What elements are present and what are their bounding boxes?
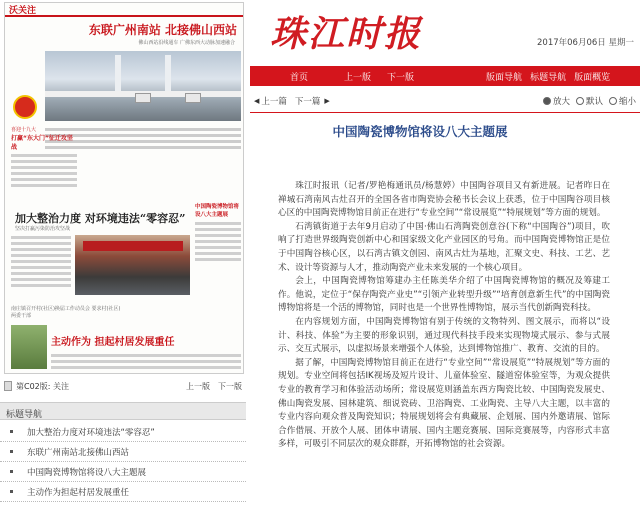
meeting-photo	[75, 235, 190, 295]
bullet-icon	[10, 430, 13, 433]
thumbnail-headline-2-sub: 坚决打赢污染防治攻坚战	[15, 226, 71, 232]
thumbnail-bottom-text	[51, 351, 241, 372]
text-line	[11, 166, 77, 169]
prev-edition-link[interactable]: 上一版	[186, 381, 210, 391]
divider	[250, 112, 640, 113]
toc-list	[0, 422, 246, 502]
article-paragraph: 据了解，中国陶瓷博物馆目前正在进行“专业空间”“常设展览”“特展规划”等方面的规划。专业空间将包括IK视场及短片设计、儿童体验室、隧道窑体验室等，为观众提供专业的教育学习和体验活动场所；常设展览则涵盖东西方陶瓷比较、中国陶瓷发展史、佛山陶瓷发展、园林建筑、细说瓷砖、卫浴陶瓷、工业陶瓷、主导八大主题，以丰富的专业内容向观众普及陶瓷知识；特展规划将会有典藏展、企划展、国内外邀请展、馆际合作借展、开放个人展、团体申请展、国内主题竞赛展、国际竞赛展等，内容形式丰富多样，可吸引不同层次的观众群群，开拓博物馆的社会资源。	[278, 357, 610, 450]
text-line	[195, 222, 241, 225]
next-article-link[interactable]: 下一篇	[294, 97, 321, 107]
text-line	[11, 266, 71, 269]
text-line	[11, 172, 77, 175]
text-line	[195, 246, 241, 249]
text-line	[51, 366, 241, 369]
text-line	[195, 234, 241, 237]
right-col-headline[interactable]: 中国陶瓷博物馆将设八大主题展	[195, 204, 240, 218]
radio-default-icon[interactable]	[576, 97, 584, 105]
weekday-text: 星期一	[608, 38, 634, 48]
bullet-icon	[10, 470, 13, 473]
nav-prev-page-link[interactable]: 上一版	[344, 72, 372, 83]
toc-title: 标题导航	[0, 402, 246, 420]
article-body	[278, 180, 610, 452]
toc-item[interactable]	[0, 462, 246, 482]
toc-item-label[interactable]: 加大整治力度对环境违法“零容忍”	[27, 427, 155, 438]
font-large-label[interactable]: 放大	[552, 97, 570, 107]
text-line	[11, 284, 71, 287]
prev-arrow-icon: ◀	[254, 97, 260, 105]
thumbnail-headline-2[interactable]: 加大整治力度 对环境违法“零容忍”	[15, 212, 186, 225]
toc-item[interactable]	[0, 442, 246, 462]
bullet-icon	[10, 450, 13, 453]
text-line	[11, 154, 77, 157]
toc-item[interactable]	[0, 422, 246, 442]
thumbnail-headline-main[interactable]: 东联广州南站 北接佛山西站	[88, 23, 237, 37]
main-navbar	[250, 66, 640, 86]
bullet-icon	[10, 490, 13, 493]
left-panel	[0, 0, 246, 509]
font-small-label[interactable]: 缩小	[618, 97, 636, 107]
article-paragraph: 珠江时报讯（记者/罗艳梅通讯员/杨慧婷）中国陶谷项目又有新进展。记者昨日在禅城石湾南风古灶召开的全国各省市陶瓷协会秘书长会议上获悉，位于中国陶谷项目核心区的中国陶瓷博物馆目前正在进行“专业空间”“常设展览”“特展规划”等方面的规划。	[278, 181, 610, 219]
thumbnail-logo: 沃关注	[9, 5, 37, 16]
masthead-logo[interactable]: 珠江时报	[270, 13, 423, 55]
text-line	[11, 248, 71, 251]
car	[135, 93, 151, 103]
party-caption: 喜迎十九大	[11, 127, 37, 133]
text-line	[195, 228, 241, 231]
text-line	[51, 354, 241, 357]
text-line	[11, 278, 71, 281]
edition-icon	[4, 381, 12, 391]
text-line	[11, 260, 71, 263]
font-default-label[interactable]: 默认	[585, 97, 603, 107]
text-line	[195, 240, 241, 243]
text-line	[45, 128, 241, 131]
car	[185, 93, 201, 103]
text-line	[11, 184, 77, 187]
radio-small-icon[interactable]	[609, 97, 617, 105]
article-title: 中国陶瓷博物馆将设八大主题展	[332, 124, 508, 139]
bridge-tower	[115, 55, 121, 95]
font-size-selector	[537, 95, 636, 107]
page-nav	[0, 378, 246, 394]
nav-title-link[interactable]: 标题导航	[530, 72, 567, 83]
text-line	[11, 272, 71, 275]
left-col-headline[interactable]: 打赢“东大门”征迁攻坚战	[11, 135, 73, 151]
text-line	[11, 160, 77, 163]
right-panel	[250, 0, 640, 509]
text-line	[11, 254, 71, 257]
next-arrow-icon: ▶	[324, 97, 330, 105]
meeting-banner	[83, 241, 183, 251]
prev-article-link[interactable]: 上一篇	[261, 97, 287, 107]
thumbnail-left-column-2	[11, 233, 71, 303]
article-paragraph: 石湾镇街道于去年9月启动了中国·佛山石湾陶瓷创意谷(下称“中国陶谷”)项目，吹响了打造世界级陶瓷创新中心和国家级文化产业园区的号角。而中国陶瓷博物馆正是位于中国陶谷核心区，以石湾古镇文创园、南风古灶为基地，汇聚文史、科技、工艺、艺术、设计等资源与人才，推动陶瓷产业未来发展的一个核心项目。	[278, 221, 610, 273]
thumbnail-headline-3[interactable]: 主动作为 担起村居发展重任	[51, 337, 175, 348]
text-line	[195, 252, 241, 255]
bridge-tower	[165, 55, 171, 95]
toc-item[interactable]	[0, 482, 246, 502]
text-line	[11, 236, 71, 239]
article-paragraph: 在内容规划方面，中国陶瓷博物馆有别于传统的文物特列、图文展示，而将以“设计、科技、体验”为主要的形象识别，通过现代科技手段来实现物境式展示、参与式展示、交互式展示，以虚拟场景来增强个人体验，达到博物馆推广、教育、交流的目的。	[278, 316, 610, 355]
nav-next-page-link[interactable]: 下一版	[387, 72, 415, 83]
thumbnail-bottom-caption	[11, 305, 121, 319]
dateline	[537, 36, 634, 48]
next-edition-link[interactable]: 下一版	[218, 381, 242, 391]
toc-item-label[interactable]: 中国陶瓷博物馆将设八大主题展	[27, 467, 147, 478]
text-line	[51, 360, 241, 363]
party-emblem-icon	[13, 95, 37, 119]
thumbnail-header	[5, 3, 243, 17]
bottom-caption: 南庄镇召开村(社区)换届工作动员会 要求村(社区)两委干部	[11, 306, 121, 319]
thumbnail-right-column	[195, 203, 241, 293]
page-thumbnail[interactable]	[4, 2, 244, 374]
nav-overview-link[interactable]: 版面概览	[574, 72, 611, 83]
edition-label: 第C02版: 关注	[16, 381, 70, 391]
radio-large-icon[interactable]	[543, 97, 551, 105]
nav-home-link[interactable]: 首页	[290, 72, 309, 83]
date-text: 2017年06月06日	[537, 38, 606, 48]
bridge-photo	[45, 51, 241, 121]
fields-photo	[11, 325, 47, 369]
article-nav	[250, 94, 640, 108]
toc-item-label[interactable]: 东联广州南站北接佛山西站	[27, 447, 130, 458]
text-line	[11, 178, 77, 181]
article-paragraph: 会上，中国陶瓷博物馆筹建办主任陈美华介绍了中国陶瓷博物馆的概况及筹建工作。他说，定位于“保存陶瓷产业史”“引领产业转型升级”“培育创意新生代”的中国陶瓷博物馆将是一个活的博物馆，同时也是一个世界性博物馆，展示当代创新陶瓷科技。	[278, 276, 610, 314]
thumbnail-headline-main-sub: 佛山西站沿线通车 广佛东西大动脉加速融合	[138, 40, 235, 46]
toc-item-label[interactable]: 主动作为担起村居发展重任	[27, 487, 130, 498]
nav-layout-link[interactable]: 版面导航	[486, 72, 523, 83]
text-line	[11, 242, 71, 245]
text-line	[195, 258, 241, 261]
